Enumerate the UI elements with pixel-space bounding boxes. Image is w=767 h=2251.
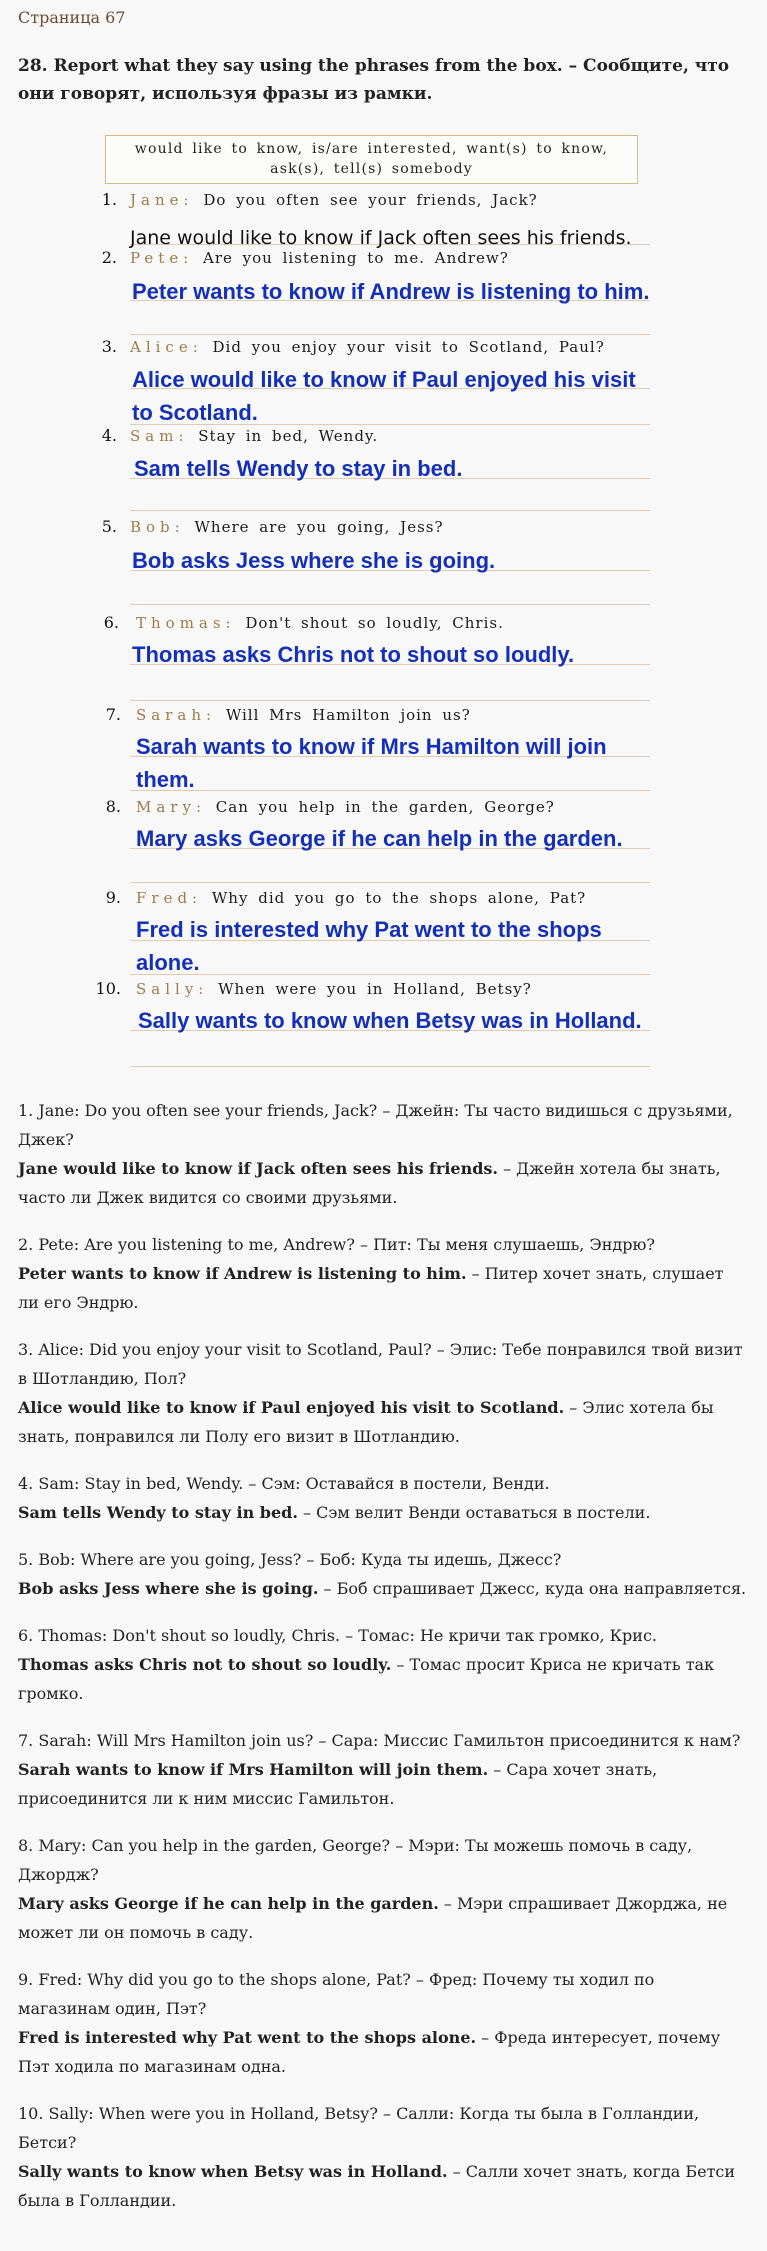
answer-bold: Sally wants to know when Betsy was in Holland. (18, 2162, 448, 2181)
answer-text (18, 1259, 748, 1317)
answer-text (18, 2157, 748, 2215)
exercise-number: 2. (101, 248, 117, 267)
question-text: Stay in bed, Wendy. (188, 427, 379, 445)
answer-block (18, 1335, 748, 1451)
answer-block (18, 2099, 748, 2215)
question-text: Can you help in the garden, George? (206, 798, 555, 816)
written-answer: Peter wants to know if Andrew is listening to him. (132, 279, 650, 304)
answer-bold: Thomas asks Chris not to shout so loudly. (18, 1655, 392, 1674)
exercise-question (136, 798, 555, 816)
answer-text (18, 1154, 748, 1212)
answer-text (18, 1498, 748, 1527)
answer-rule-line (130, 700, 650, 701)
answer-bold: Jane would like to know if Jack often sees his friends. (18, 1159, 498, 1178)
question-text: Will Mrs Hamilton join us? (216, 706, 471, 724)
answer-question: 4. Sam: Stay in bed, Wendy. – Сэм: Оставайся в постели, Венди. (18, 1474, 550, 1493)
exercise-question (136, 614, 504, 632)
phrase-box-line: would like to know, is/are interested, want(s) to know, (134, 141, 609, 157)
answer-translation: – Сара хочет знать, присоединится ли к ним миссис Гамильтон. (18, 1760, 658, 1808)
answer-translation: – Джейн хотела бы знать, часто ли Джек видится со своими друзьями. (18, 1159, 721, 1207)
answer-question: 10. Sally: When were you in Holland, Betsy? – Салли: Когда ты была в Голландии, Бетси? (18, 2104, 700, 2152)
speaker-name: Sally: (136, 980, 209, 998)
answer-rule-line (130, 334, 650, 335)
question-text: Are you listening to me. Andrew? (193, 249, 509, 267)
answer-question: 3. Alice: Did you enjoy your visit to Scotland, Paul? – Элис: Тебе понравился твой визит в Шотландию, Пол? (18, 1340, 743, 1388)
answer-bold: Fred is interested why Pat went to the shops alone. (18, 2028, 477, 2047)
answer-bold: Alice would like to know if Paul enjoyed his visit to Scotland. (18, 1398, 565, 1417)
answer-text (18, 1393, 748, 1451)
exercise-number: 8. (105, 797, 121, 816)
answer-translation: – Элис хотела бы знать, понравился ли Полу его визит в Шотландию. (18, 1398, 714, 1446)
exercise-number: 9. (105, 888, 121, 907)
answer-text (18, 1889, 748, 1947)
answer-bold: Sarah wants to know if Mrs Hamilton will join them. (18, 1760, 489, 1779)
answer-block (18, 1621, 748, 1708)
phrase-box-line: ask(s), tell(s) somebody (270, 161, 473, 177)
written-answer: Sarah wants to know if Mrs Hamilton will join them. (136, 734, 607, 792)
answer-translation: – Питер хочет знать, слушает ли его Эндрю. (18, 1264, 724, 1312)
written-answer: Bob asks Jess where she is going. (132, 548, 496, 573)
exercise-number: 10. (95, 979, 121, 998)
answer-rule-line (130, 882, 650, 883)
written-answer: Sally wants to know when Betsy was in Holland. (138, 1008, 642, 1033)
answer-rule-line (130, 1066, 650, 1067)
answer-bold: Peter wants to know if Andrew is listening to him. (18, 1264, 467, 1283)
exercise-question (130, 249, 509, 267)
exercise-image (0, 0, 767, 1080)
speaker-name: Sarah: (136, 706, 217, 724)
question-text: Do you often see your friends, Jack? (193, 191, 538, 209)
answer-text (18, 1574, 748, 1603)
answer-translation: – Салли хочет знать, когда Бетси была в Голландии. (18, 2162, 736, 2210)
answers-list (18, 1096, 748, 2233)
answer-bold: Mary asks George if he can help in the garden. (18, 1894, 439, 1913)
exercise-question (136, 889, 586, 907)
exercise-question (130, 338, 605, 356)
answer-block (18, 1545, 748, 1603)
phrase-box (105, 135, 638, 184)
exercise-question (136, 980, 532, 998)
answer-rule-line (130, 604, 650, 605)
question-text: Where are you going, Jess? (184, 518, 444, 536)
answer-translation: – Томас просит Криса не кричать так громко. (18, 1655, 715, 1703)
written-answer: Fred is interested why Pat went to the shops alone. (136, 917, 602, 975)
answer-question: 9. Fred: Why did you go to the shops alone, Pat? – Фред: Почему ты ходил по магазинам один, Пэт? (18, 1970, 655, 2018)
answer-block (18, 1831, 748, 1947)
exercise-number: 7. (105, 705, 121, 724)
answer-translation: – Мэри спрашивает Джорджа, не может ли он помочь в саду. (18, 1894, 728, 1942)
question-text: Why did you go to the shops alone, Pat? (202, 889, 587, 907)
speaker-name: Sam: (130, 427, 189, 445)
answer-question: 2. Pete: Are you listening to me, Andrew? – Пит: Ты меня слушаешь, Эндрю? (18, 1235, 655, 1254)
speaker-name: Mary: (136, 798, 206, 816)
written-answer: Thomas asks Chris not to shout so loudly. (132, 642, 575, 667)
exercise-number: 4. (101, 426, 117, 445)
written-answer: Alice would like to know if Paul enjoyed his visit to Scotland. (132, 367, 636, 425)
answer-translation: – Фреда интересует, почему Пэт ходила по магазинам одна. (18, 2028, 721, 2076)
answer-bold: Sam tells Wendy to stay in bed. (18, 1503, 298, 1522)
answer-text (18, 2023, 748, 2081)
exercise-question (136, 706, 471, 724)
answer-rule-line (130, 510, 650, 511)
written-answer: Mary asks George if he can help in the garden. (136, 826, 623, 851)
speaker-name: Pete: (130, 249, 194, 267)
question-text: When were you in Holland, Betsy? (208, 980, 532, 998)
exercise-question (130, 518, 444, 536)
question-text: Did you enjoy your visit to Scotland, Paul? (202, 338, 605, 356)
task-title: 28. Report what they say using the phrases from the box. – Сообщите, что они говорят, используя фразы из рамки. (18, 56, 730, 104)
answer-block (18, 1230, 748, 1317)
exercise-number: 6. (103, 613, 119, 632)
answer-translation: – Сэм велит Венди оставаться в постели. (297, 1503, 651, 1522)
exercise-number: 3. (101, 337, 117, 356)
page-label: Страница 67 (18, 8, 126, 27)
exercise-number: 1. (101, 190, 117, 209)
speaker-name: Bob: (130, 518, 185, 536)
exercise-number: 5. (101, 517, 117, 536)
speaker-name: Alice: (130, 338, 203, 356)
answer-text (18, 1755, 748, 1813)
speaker-name: Thomas: (136, 614, 236, 632)
speaker-name: Fred: (136, 889, 203, 907)
written-answer: Jane would like to know if Jack often sees his friends. (130, 227, 632, 249)
answer-question: 5. Bob: Where are you going, Jess? – Боб: Куда ты идешь, Джесс? (18, 1550, 562, 1569)
answer-question: 6. Thomas: Don't shout so loudly, Chris. – Томас: Не кричи так громко, Крис. (18, 1626, 658, 1645)
answer-bold: Bob asks Jess where she is going. (18, 1579, 319, 1598)
question-text: Don't shout so loudly, Chris. (235, 614, 504, 632)
answer-translation: – Боб спрашивает Джесс, куда она направляется. (318, 1579, 747, 1598)
exercise-question (130, 191, 538, 209)
answer-question: 1. Jane: Do you often see your friends, Jack? – Джейн: Ты часто видишься с друзьями, Джек? (18, 1101, 733, 1149)
answer-block (18, 1096, 748, 1212)
speaker-name: Jane: (130, 191, 194, 209)
answer-question: 8. Mary: Can you help in the garden, George? – Мэри: Ты можешь помочь в саду, Джордж? (18, 1836, 693, 1884)
written-answer: Sam tells Wendy to stay in bed. (134, 456, 463, 481)
answer-question: 7. Sarah: Will Mrs Hamilton join us? – Сара: Миссис Гамильтон присоединится к нам? (18, 1731, 741, 1750)
answer-block (18, 1469, 748, 1527)
answer-text (18, 1650, 748, 1708)
answer-block (18, 1965, 748, 2081)
answer-block (18, 1726, 748, 1813)
exercise-question (130, 427, 378, 445)
